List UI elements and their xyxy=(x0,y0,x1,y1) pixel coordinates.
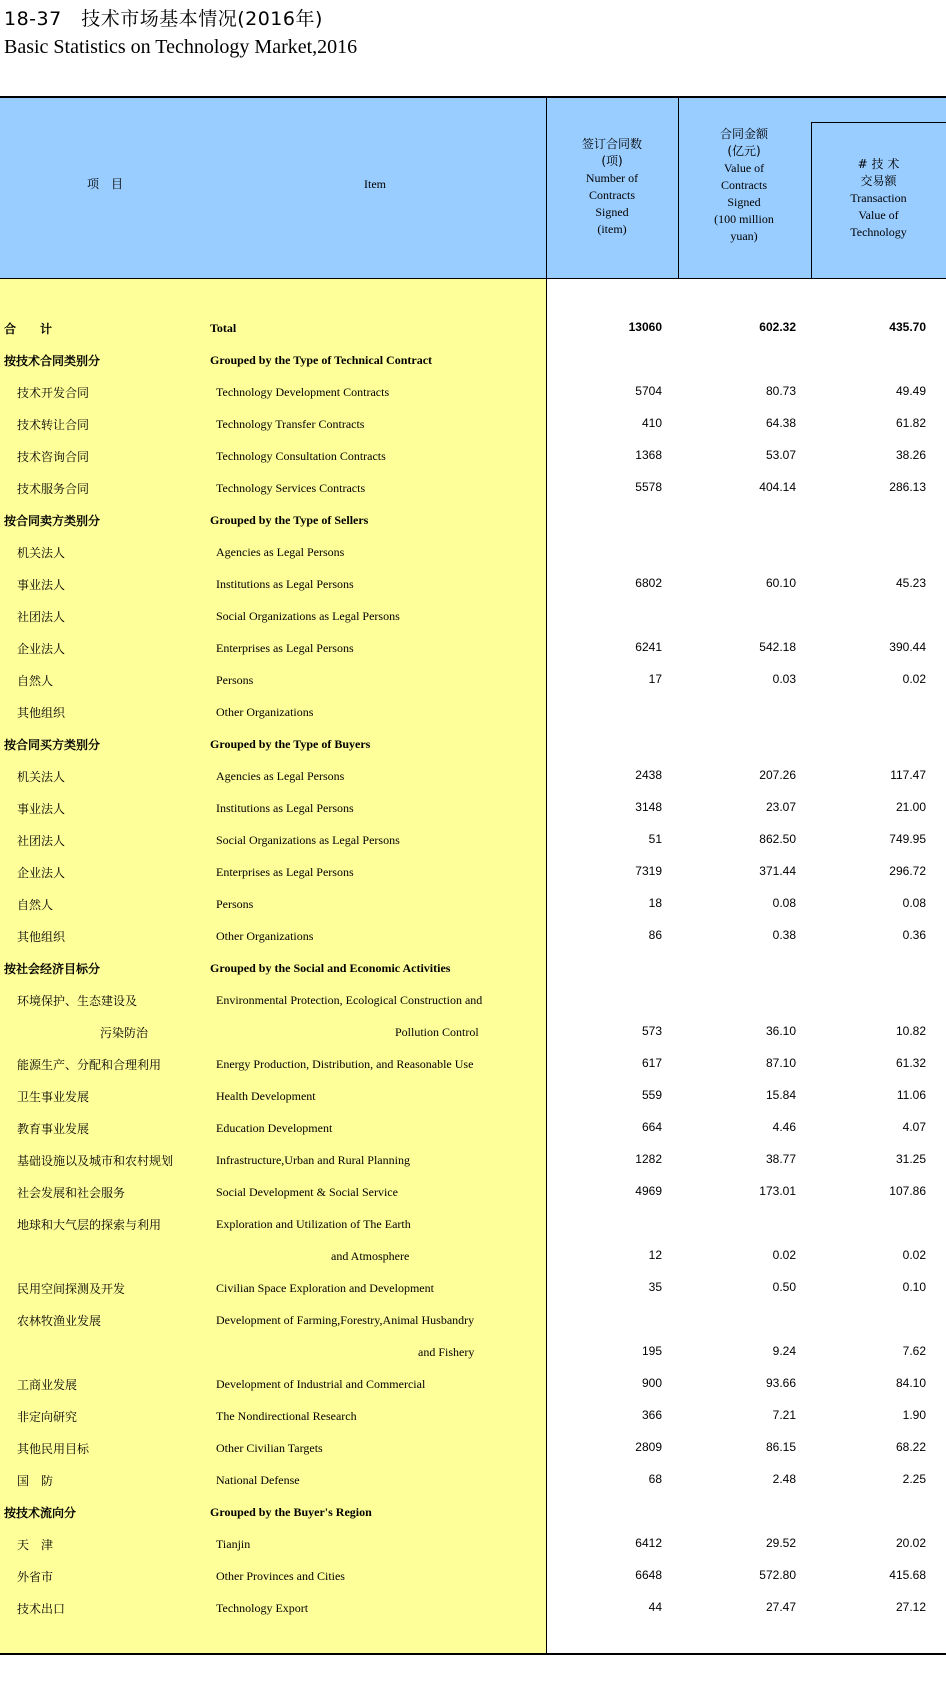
table-section-row xyxy=(0,505,946,537)
row-label-chinese: 地球和大气层的探索与利用 xyxy=(17,1218,162,1232)
table-row xyxy=(0,441,946,473)
table-row xyxy=(0,1017,946,1049)
contract-value: 9.24 xyxy=(772,1344,796,1358)
contract-value: 23.07 xyxy=(765,800,796,814)
transaction-value: 0.02 xyxy=(902,672,926,686)
row-label-english: Technology Transfer Contracts xyxy=(216,417,365,431)
table-row xyxy=(0,1177,946,1209)
contracts-signed-value: 86 xyxy=(648,928,662,942)
contract-value: 0.50 xyxy=(772,1280,796,1294)
row-label-chinese: 事业法人 xyxy=(17,802,66,816)
transaction-value: 749.95 xyxy=(889,832,926,846)
contract-value: 0.08 xyxy=(772,896,796,910)
contracts-signed-value: 12 xyxy=(648,1248,662,1262)
contract-value: 36.10 xyxy=(765,1024,796,1038)
transaction-value: 27.12 xyxy=(895,1600,926,1614)
transaction-value: 20.02 xyxy=(895,1536,926,1550)
table-row xyxy=(0,1561,946,1593)
table-section-row xyxy=(0,345,946,377)
table-row xyxy=(0,857,946,889)
header-line: (item) xyxy=(597,222,627,236)
row-label-english: Agencies as Legal Persons xyxy=(216,545,345,559)
contracts-signed-value: 2809 xyxy=(635,1440,662,1454)
contracts-signed-value: 44 xyxy=(648,1600,662,1614)
row-label-english: Social Development & Social Service xyxy=(216,1185,398,1199)
row-label-english: Enterprises as Legal Persons xyxy=(216,865,354,879)
contract-value: 572.80 xyxy=(759,1568,796,1582)
contract-value: 87.10 xyxy=(765,1056,796,1070)
contracts-signed-value: 18 xyxy=(648,896,662,910)
row-label-english: Energy Production, Distribution, and Reasonable Use xyxy=(216,1057,474,1071)
row-label-english: Technology Consultation Contracts xyxy=(216,449,386,463)
contracts-signed-value: 4969 xyxy=(635,1184,662,1198)
contracts-signed-value: 559 xyxy=(641,1088,662,1102)
row-label-chinese: 社团法人 xyxy=(17,834,66,848)
contract-value: 371.44 xyxy=(759,864,796,878)
column-divider-count xyxy=(678,96,679,278)
table-row xyxy=(0,1401,946,1433)
statistics-table xyxy=(0,96,946,1656)
row-label-english: National Defense xyxy=(216,1473,300,1487)
table-row xyxy=(0,1145,946,1177)
header-line: Number of xyxy=(585,171,639,185)
contract-value: 38.77 xyxy=(765,1152,796,1166)
table-row xyxy=(0,665,946,697)
table-row xyxy=(0,1337,946,1369)
table-row xyxy=(0,1273,946,1305)
transaction-value: 0.02 xyxy=(902,1248,926,1262)
row-label-chinese: 卫生事业发展 xyxy=(17,1090,90,1104)
contract-value: 53.07 xyxy=(765,448,796,462)
row-label-english: Grouped by the Type of Sellers xyxy=(210,513,369,527)
transaction-value: 296.72 xyxy=(889,864,926,878)
transaction-value: 390.44 xyxy=(889,640,926,654)
header-contracts-signed xyxy=(552,136,672,238)
transaction-value: 10.82 xyxy=(895,1024,926,1038)
transaction-value: 38.26 xyxy=(895,448,926,462)
table-top-border xyxy=(0,96,946,98)
contract-value: 2.48 xyxy=(772,1472,796,1486)
transaction-value: 68.22 xyxy=(895,1440,926,1454)
row-label-english: Social Organizations as Legal Persons xyxy=(216,833,400,847)
row-label-chinese: 自然人 xyxy=(17,898,54,912)
header-value-of-contracts xyxy=(684,126,804,245)
row-label-chinese: 非定向研究 xyxy=(17,1410,78,1424)
contracts-signed-value: 5704 xyxy=(635,384,662,398)
contract-value: 7.21 xyxy=(772,1408,796,1422)
row-label-english: and Fishery xyxy=(418,1345,475,1359)
row-label-english: Other Civilian Targets xyxy=(216,1441,323,1455)
row-label-chinese: 机关法人 xyxy=(17,770,66,784)
row-label-english: Other Organizations xyxy=(216,929,314,943)
row-label-english: Technology Export xyxy=(216,1601,309,1615)
row-label-english: Tianjin xyxy=(216,1537,251,1551)
row-label-english: Technology Development Contracts xyxy=(216,385,390,399)
contracts-signed-value: 195 xyxy=(641,1344,662,1358)
contracts-signed-value: 6648 xyxy=(635,1568,662,1582)
header-line: Contracts xyxy=(721,178,767,192)
contract-value: 173.01 xyxy=(759,1184,796,1198)
table-title-chinese: 18-37 技术市场基本情况(2016年) xyxy=(4,8,323,30)
table-row xyxy=(0,633,946,665)
contract-value: 0.02 xyxy=(772,1248,796,1262)
table-section-row xyxy=(0,953,946,985)
row-label-chinese: 其他组织 xyxy=(17,930,66,944)
table-row xyxy=(0,793,946,825)
row-label-chinese: 按技术合同类别分 xyxy=(4,354,101,368)
header-line: Contracts xyxy=(589,188,635,202)
row-label-chinese: 天 津 xyxy=(17,1538,54,1552)
row-label-chinese: 企业法人 xyxy=(17,866,66,880)
table-row xyxy=(0,761,946,793)
contract-value: 207.26 xyxy=(759,768,796,782)
table-row xyxy=(0,921,946,953)
subheader-top-border xyxy=(811,122,946,123)
row-label-english: Grouped by the Type of Technical Contract xyxy=(210,353,433,367)
contracts-signed-value: 900 xyxy=(641,1376,662,1390)
contract-value: 602.32 xyxy=(759,320,796,334)
row-label-chinese: 国 防 xyxy=(17,1474,54,1488)
row-label-chinese: 技术转让合同 xyxy=(17,418,90,432)
table-row xyxy=(0,1369,946,1401)
header-line: # 技 术 xyxy=(857,157,900,171)
row-label-english: Persons xyxy=(216,673,254,687)
row-label-english: Total xyxy=(210,321,237,335)
header-line: Signed xyxy=(727,195,761,209)
contract-value: 27.47 xyxy=(765,1600,796,1614)
header-line: 合同金额 xyxy=(719,127,768,141)
transaction-value: 286.13 xyxy=(889,480,926,494)
row-label-english: Agencies as Legal Persons xyxy=(216,769,345,783)
row-label-chinese: 能源生产、分配和合理利用 xyxy=(17,1058,162,1072)
header-line: (亿元) xyxy=(727,144,761,158)
contract-value: 93.66 xyxy=(765,1376,796,1390)
row-label-chinese: 技术开发合同 xyxy=(17,386,90,400)
table-row xyxy=(0,409,946,441)
table-body xyxy=(0,313,946,1625)
contract-value: 64.38 xyxy=(765,416,796,430)
header-line: Transaction xyxy=(850,191,907,205)
row-label-chinese: 技术服务合同 xyxy=(17,482,90,496)
row-label-english: Grouped by the Buyer's Region xyxy=(210,1505,372,1519)
row-label-chinese: 按技术流向分 xyxy=(4,1506,77,1520)
table-row xyxy=(0,1433,946,1465)
row-label-chinese: 按合同卖方类别分 xyxy=(4,514,101,528)
transaction-value: 61.32 xyxy=(895,1056,926,1070)
contracts-signed-value: 6412 xyxy=(635,1536,662,1550)
contract-value: 15.84 xyxy=(765,1088,796,1102)
row-label-english: Other Organizations xyxy=(216,705,314,719)
row-label-english: Development of Farming,Forestry,Animal Husbandry xyxy=(216,1313,475,1327)
row-label-chinese: 教育事业发展 xyxy=(17,1122,90,1136)
table-row xyxy=(0,1241,946,1273)
header-line: (100 million xyxy=(714,212,774,226)
table-row xyxy=(0,1465,946,1497)
transaction-value: 61.82 xyxy=(895,416,926,430)
row-label-chinese: 按合同买方类别分 xyxy=(4,738,101,752)
table-row xyxy=(0,569,946,601)
contract-value: 0.38 xyxy=(772,928,796,942)
contracts-signed-value: 6802 xyxy=(635,576,662,590)
row-label-english: Civilian Space Exploration and Development xyxy=(216,1281,434,1295)
row-label-english: Social Organizations as Legal Persons xyxy=(216,609,400,623)
table-row xyxy=(0,889,946,921)
row-label-chinese: 外省市 xyxy=(17,1570,54,1584)
contracts-signed-value: 1368 xyxy=(635,448,662,462)
contract-value: 0.03 xyxy=(772,672,796,686)
row-label-chinese: 工商业发展 xyxy=(17,1378,78,1392)
contracts-signed-value: 6241 xyxy=(635,640,662,654)
table-row xyxy=(0,697,946,729)
row-label-chinese: 其他民用目标 xyxy=(17,1442,90,1456)
header-line: yuan) xyxy=(730,229,758,243)
header-transaction-value xyxy=(816,156,941,241)
transaction-value: 21.00 xyxy=(895,800,926,814)
header-line: Signed xyxy=(595,205,629,219)
header-line: Value of xyxy=(858,208,899,222)
table-row xyxy=(0,473,946,505)
contracts-signed-value: 5578 xyxy=(635,480,662,494)
row-label-english: Infrastructure,Urban and Rural Planning xyxy=(216,1153,410,1167)
header-line: 签订合同数 xyxy=(581,137,642,151)
table-row xyxy=(0,1529,946,1561)
table-row xyxy=(0,825,946,857)
row-label-chinese: 社会发展和社会服务 xyxy=(17,1186,126,1200)
table-row xyxy=(0,985,946,1017)
row-label-chinese: 环境保护、生态建设及 xyxy=(17,994,138,1008)
header-item-english: Item xyxy=(364,177,386,191)
row-label-chinese: 企业法人 xyxy=(17,642,66,656)
header-line: 交易额 xyxy=(860,174,897,188)
row-label-english: Education Development xyxy=(216,1121,333,1135)
transaction-value: 84.10 xyxy=(895,1376,926,1390)
contracts-signed-value: 35 xyxy=(648,1280,662,1294)
contracts-signed-value: 2438 xyxy=(635,768,662,782)
table-row xyxy=(0,1305,946,1337)
transaction-value: 0.36 xyxy=(902,928,926,942)
table-section-row xyxy=(0,313,946,345)
contracts-signed-value: 13060 xyxy=(628,320,662,334)
header-bottom-border xyxy=(0,278,946,279)
contract-value: 29.52 xyxy=(765,1536,796,1550)
transaction-value: 0.08 xyxy=(902,896,926,910)
header-line: Technology xyxy=(850,225,907,239)
row-label-chinese: 机关法人 xyxy=(17,546,66,560)
row-label-chinese: 基础设施以及城市和农村规划 xyxy=(17,1154,174,1168)
header-line: Value of xyxy=(723,161,765,175)
transaction-value: 11.06 xyxy=(896,1088,926,1102)
transaction-value: 45.23 xyxy=(895,576,926,590)
table-row xyxy=(0,1113,946,1145)
contracts-signed-value: 664 xyxy=(641,1120,662,1134)
row-label-english: Persons xyxy=(216,897,254,911)
transaction-value: 2.25 xyxy=(902,1472,926,1486)
row-label-english: The Nondirectional Research xyxy=(216,1409,357,1423)
header-item-chinese: 项 目 xyxy=(86,177,123,191)
column-divider-value xyxy=(811,122,812,278)
table-row xyxy=(0,377,946,409)
contract-value: 404.14 xyxy=(759,480,796,494)
row-label-chinese: 其他组织 xyxy=(17,706,66,720)
header-line: (项) xyxy=(601,154,623,168)
contract-value: 60.10 xyxy=(765,576,796,590)
transaction-value: 49.49 xyxy=(895,384,926,398)
row-label-english: Pollution Control xyxy=(395,1025,479,1039)
row-label-english: Environmental Protection, Ecological Construction and xyxy=(216,993,483,1007)
contracts-signed-value: 617 xyxy=(641,1056,662,1070)
row-label-english: Grouped by the Type of Buyers xyxy=(210,737,371,751)
row-label-english: Institutions as Legal Persons xyxy=(216,801,354,815)
table-row xyxy=(0,1081,946,1113)
row-label-english: Exploration and Utilization of The Earth xyxy=(216,1217,411,1231)
row-label-english: Grouped by the Social and Economic Activities xyxy=(210,961,451,975)
table-row xyxy=(0,601,946,633)
table-row xyxy=(0,537,946,569)
contract-value: 80.73 xyxy=(765,384,796,398)
contracts-signed-value: 68 xyxy=(648,1472,662,1486)
transaction-value: 1.90 xyxy=(902,1408,926,1422)
contracts-signed-value: 410 xyxy=(641,416,662,430)
contracts-signed-value: 573 xyxy=(641,1024,662,1038)
transaction-value: 117.47 xyxy=(890,768,926,782)
table-row xyxy=(0,1593,946,1625)
transaction-value: 0.10 xyxy=(902,1280,926,1294)
contract-value: 86.15 xyxy=(765,1440,796,1454)
table-title-english: Basic Statistics on Technology Market,2016 xyxy=(4,36,358,58)
transaction-value: 4.07 xyxy=(902,1120,926,1134)
row-label-chinese: 污染防治 xyxy=(100,1026,149,1040)
row-label-chinese: 事业法人 xyxy=(17,578,66,592)
row-label-chinese: 按社会经济目标分 xyxy=(4,962,101,976)
row-label-chinese: 民用空间探测及开发 xyxy=(17,1282,126,1296)
table-row xyxy=(0,1209,946,1241)
contracts-signed-value: 3148 xyxy=(635,800,662,814)
row-label-chinese: 自然人 xyxy=(17,674,54,688)
contract-value: 4.46 xyxy=(772,1120,796,1134)
contracts-signed-value: 366 xyxy=(641,1408,662,1422)
row-label-chinese: 技术咨询合同 xyxy=(17,450,90,464)
row-label-english: Technology Services Contracts xyxy=(216,481,366,495)
row-label-chinese: 技术出口 xyxy=(17,1602,66,1616)
row-label-chinese: 农林牧渔业发展 xyxy=(17,1314,102,1328)
table-section-row xyxy=(0,729,946,761)
row-label-english: Other Provinces and Cities xyxy=(216,1569,345,1583)
contracts-signed-value: 51 xyxy=(648,832,662,846)
transaction-value: 7.62 xyxy=(902,1344,926,1358)
contract-value: 542.18 xyxy=(759,640,796,654)
contracts-signed-value: 1282 xyxy=(635,1152,662,1166)
table-section-row xyxy=(0,1497,946,1529)
row-label-english: and Atmosphere xyxy=(331,1249,410,1263)
row-label-english: Enterprises as Legal Persons xyxy=(216,641,354,655)
contracts-signed-value: 7319 xyxy=(635,864,662,878)
table-row xyxy=(0,1049,946,1081)
row-label-english: Health Development xyxy=(216,1089,316,1103)
contract-value: 862.50 xyxy=(759,832,796,846)
transaction-value: 415.68 xyxy=(889,1568,926,1582)
row-label-english: Development of Industrial and Commercial xyxy=(216,1377,426,1391)
row-label-chinese: 社团法人 xyxy=(17,610,66,624)
transaction-value: 435.70 xyxy=(889,320,926,334)
row-label-chinese: 合 计 xyxy=(4,322,53,336)
transaction-value: 107.86 xyxy=(889,1184,926,1198)
transaction-value: 31.25 xyxy=(895,1152,926,1166)
table-bottom-border xyxy=(0,1653,946,1655)
row-label-english: Institutions as Legal Persons xyxy=(216,577,354,591)
contracts-signed-value: 17 xyxy=(648,672,662,686)
